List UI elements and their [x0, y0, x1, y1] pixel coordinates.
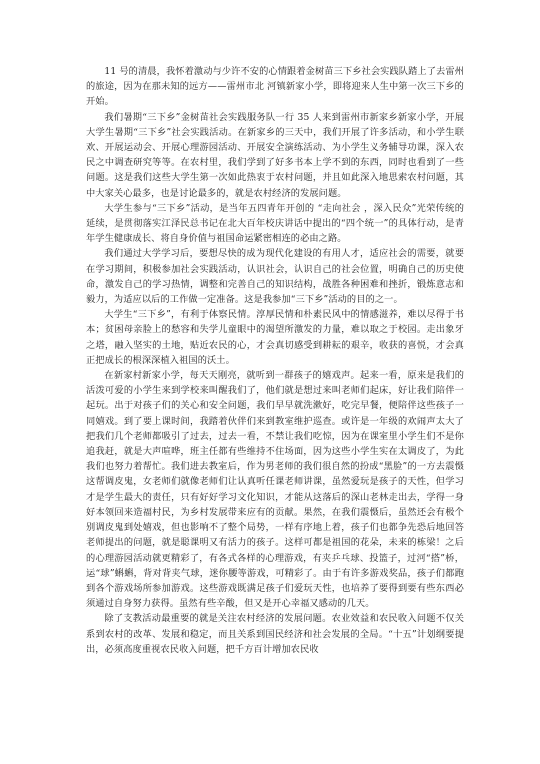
- paragraph-team-activities: 我们暑期“三下乡”金树苗社会实践服务队一行 35 人来到雷州市新家乡新家小学，开展大学生暑期“三下乡”社会实践活动。在新家乡的三天中，我们开展了许多活动，和小学生联欢、开展运动会、开展心理游园活动、开展安全演练活动、为小学生义务辅导功课，深入农民之中调查研究等等。在农村里，我们学到了好多书本上学不到的东西，同时也看到了一些问题。这是我们这些大学生第一次如此热衷于农村问题，并且如此深入地思索农村问题，其中大家关心最多，也是讨论最多的，就是农村经济的发展问题。: [86, 111, 464, 199]
- document-body: [86, 64, 464, 657]
- paragraph-opening: 11 号的清晨，我怀着激动与少许不安的心情跟着金树苗三下乡社会实践队踏上了去雷州的旅途，因为在那未知的远方——雷州市北 河镇新家小学，即将迎来人生中第一次三下乡的开始。: [86, 66, 464, 108]
- paragraph-public-sentiment: 大学生“三下乡”，有利于体察民情。淳厚民情和朴素民风中的情感滋养，难以尽得于书本；贫困母亲脸上的愁容和失学儿童眼中的渴望所激发的力量，难以取之于校园。走出象牙之塔，融入坚实的土地，贴近农民的心，才会真切感受到耕耘的艰辛，收获的喜悦，才会真正把成长的根深深植入祖国的沃土。: [86, 309, 464, 366]
- paragraph-purpose: 我们通过大学学习后，要想尽快的成为现代化建设的有用人才，适应社会的需要，就要在学习期间，积极参加社会实践活动，认识社会，认识自己的社会位置，明确自己的历史使命，激发自己的学习热情，调整和完善自己的知识结构，战胜各种困难和挫折，锻炼意志和毅力，为适应以后的工作做一定准备。这是我参加“三下乡”活动的目的之一。: [86, 248, 464, 306]
- paragraph-rural-economy: 除了支教活动最重要的就是关注农村经济的发展问题。农业效益和农民收入问题不仅关系到农村的改革、发展和稳定，而且关系到国民经济和社会发展的全局。“十五”计划纲要提出，必须高度重视农民收入问题，把千方百计增加农民收: [86, 613, 464, 655]
- paragraph-tradition: 大学生参与“三下乡”活动，是当年五四青年开创的 “走向社会 ，深入民众”光荣传统的延续，是贯彻落实江泽民总书记在北大百年校庆讲话中提出的“四个统一”的具体行动，是青年学生健康成长、将自身价值与祖国命运紧密相连的必由之路。: [86, 202, 464, 245]
- paragraph-school-life: 在新家村新家小学，每天天刚亮，就听到一群孩子的嬉戏声。起来一看，原来是我们的活泼可爱的小学生来到学校来叫醒我们了，他们就是想过来叫老师们起床，好让我们陪伴一起玩。出于对孩子们的关心和安全问题，我们早早就洗漱好，吃完早餐，便陪伴这些孩子一同嬉戏。到了要上课时间，我踏着伙伴们来到教室维护巡查。或许是一年级的欢闹声太大了把我们几个老师都吸引了过去，过去一看，不禁让我们吃惊，因为在课室里小学生们不是你追我赶，就是大声喧哗，班主任都有些维持不住场面，因为这些小学生实在太调皮了，为此我们也努力着帮忙。我们进去教室后，作为男老师的我们很自然的扮成“黑脸”的一方去震慑这帮调皮鬼，女老师们就像老师们让认真听任课老师讲课，虽然爱玩是孩子的天性，但学习才是学生最大的责任，只有好好学习文化知识，才能从这落后的深山老林走出去，学得一身好本领回来造福村民，为乡村发展带来应有的贡献。果然，在我们震慑后，虽然还会有极个别调皮鬼到处嬉戏，但也影响不了整个局势，一样有序地上着，孩子们也都争先恐后地回答老师提出的问题，就是聪课明又有活力的孩子。这样可都是祖国的花朵，未来的栋梁！之后的心理游园活动就更精彩了，有各式各样的心理游戏，有夹乒乓球、投篮子，过河“搭”桥，运“球”蝌蝌，背对背夹气球，迷你腰等游戏，可精彩了。由于有许多游戏奖品，孩子们都跑到各个游戏场所参加游戏。这些游戏既满足孩子们爱玩天性，也培养了要得到要有些东西必须通过自身努力获得。虽然有些辛酸，但又是开心幸福又感动的几天。: [86, 370, 464, 610]
